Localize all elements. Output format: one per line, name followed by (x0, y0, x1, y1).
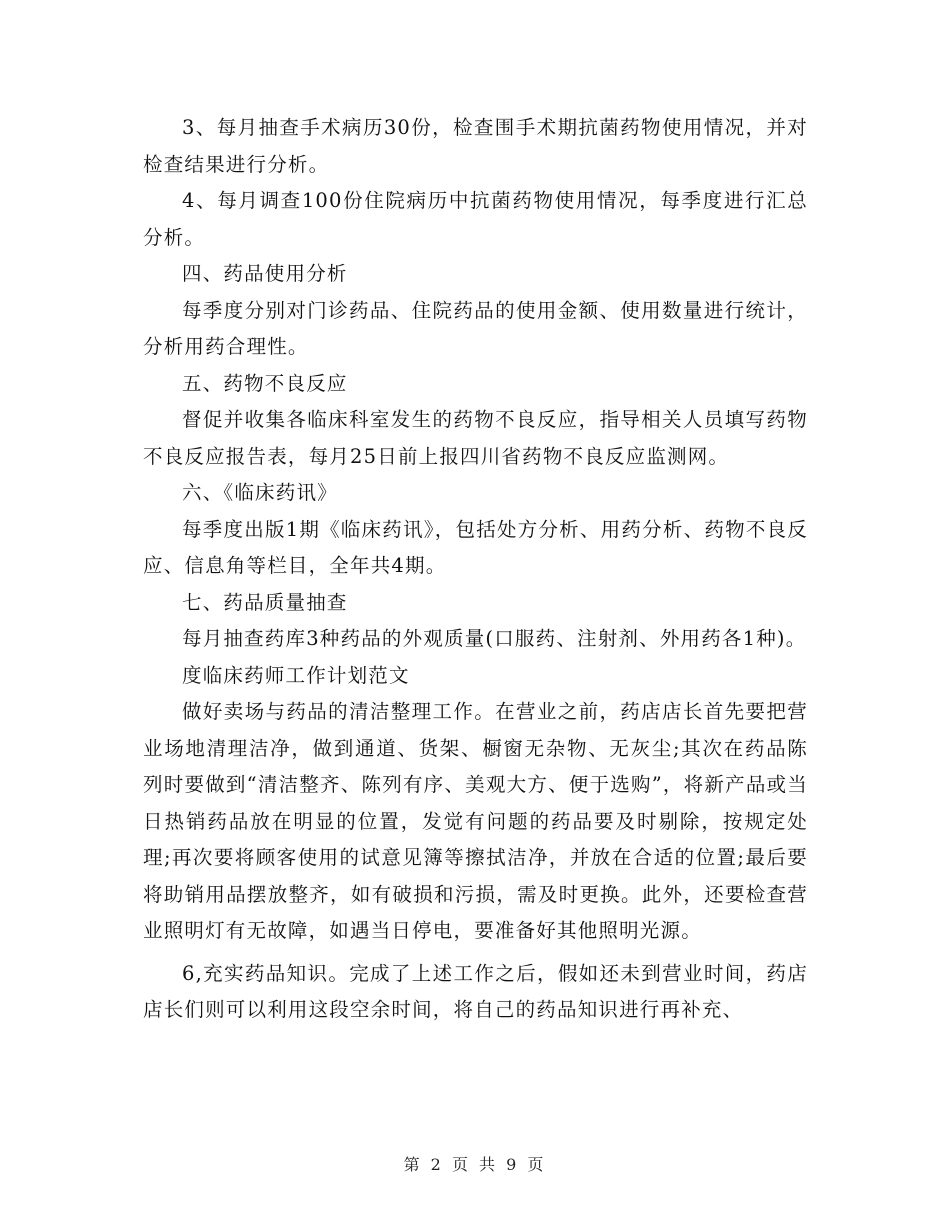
page-number-footer: 第 2 页 共 9 页 (403, 1155, 547, 1174)
paragraph-item-3: 3、每月抽查手术病历30份，检查围手术期抗菌药物使用情况，并对检查结果进行分析。 (143, 116, 808, 176)
section-heading-clinical-bulletin: 六、《临床药讯》 (182, 481, 338, 504)
paragraph-adverse-reactions: 督促并收集各临床科室发生的药物不良反应，指导相关人员填写药物不良反应报告表，每月25日前上报四川省药物不良反应监测网。 (143, 408, 808, 468)
paragraph-store-cleaning: 做好卖场与药品的清洁整理工作。在营业之前，药店店长首先要把营业场地清理洁净，做到通道、货架、橱窗无杂物、无灰尘;其次在药品陈列时要做到“清洁整齐、陈列有序、美观大方、便于选购”，将新产品或当日热销药品放在明显的位置，发觉有问题的药品要及时剔除，按规定处理;再次要将顾客使用的试意见簿等擦拭洁净，并放在合适的位置;最后要将助销用品摆放整齐，如有破损和污损，需及时更换。此外，还要检查营业照明灯有无故障，如遇当日停电，要准备好其他照明光源。 (143, 700, 808, 942)
paragraph-drug-knowledge: 6,充实药品知识。完成了上述工作之后，假如还未到营业时间，药店店长们则可以利用这段空余时间，将自己的药品知识进行再补充、 (143, 961, 808, 1021)
paragraph-clinical-bulletin: 每季度出版1期《临床药讯》，包括处方分析、用药分析、药物不良反应、信息角等栏目，全年共4期。 (143, 517, 808, 577)
section-heading-adverse-reactions: 五、药物不良反应 (182, 371, 348, 395)
section-heading-drug-use-analysis: 四、药品使用分析 (182, 262, 348, 285)
paragraph-item-4: 4、每月调查100份住院病历中抗菌药物使用情况，每季度进行汇总分析。 (143, 189, 808, 249)
section-heading-quality-check: 七、药品质量抽查 (182, 590, 348, 614)
paragraph-drug-use-analysis: 每季度分别对门诊药品、住院药品的使用金额、使用数量进行统计，分析用药合理性。 (143, 298, 808, 358)
paragraph-quality-check: 每月抽查药库3种药品的外观质量(口服药、注射剂、外用药各1种)。 (182, 627, 807, 650)
section-heading-work-plan: 度临床药师工作计划范文 (182, 663, 410, 687)
document-body (143, 110, 808, 1029)
